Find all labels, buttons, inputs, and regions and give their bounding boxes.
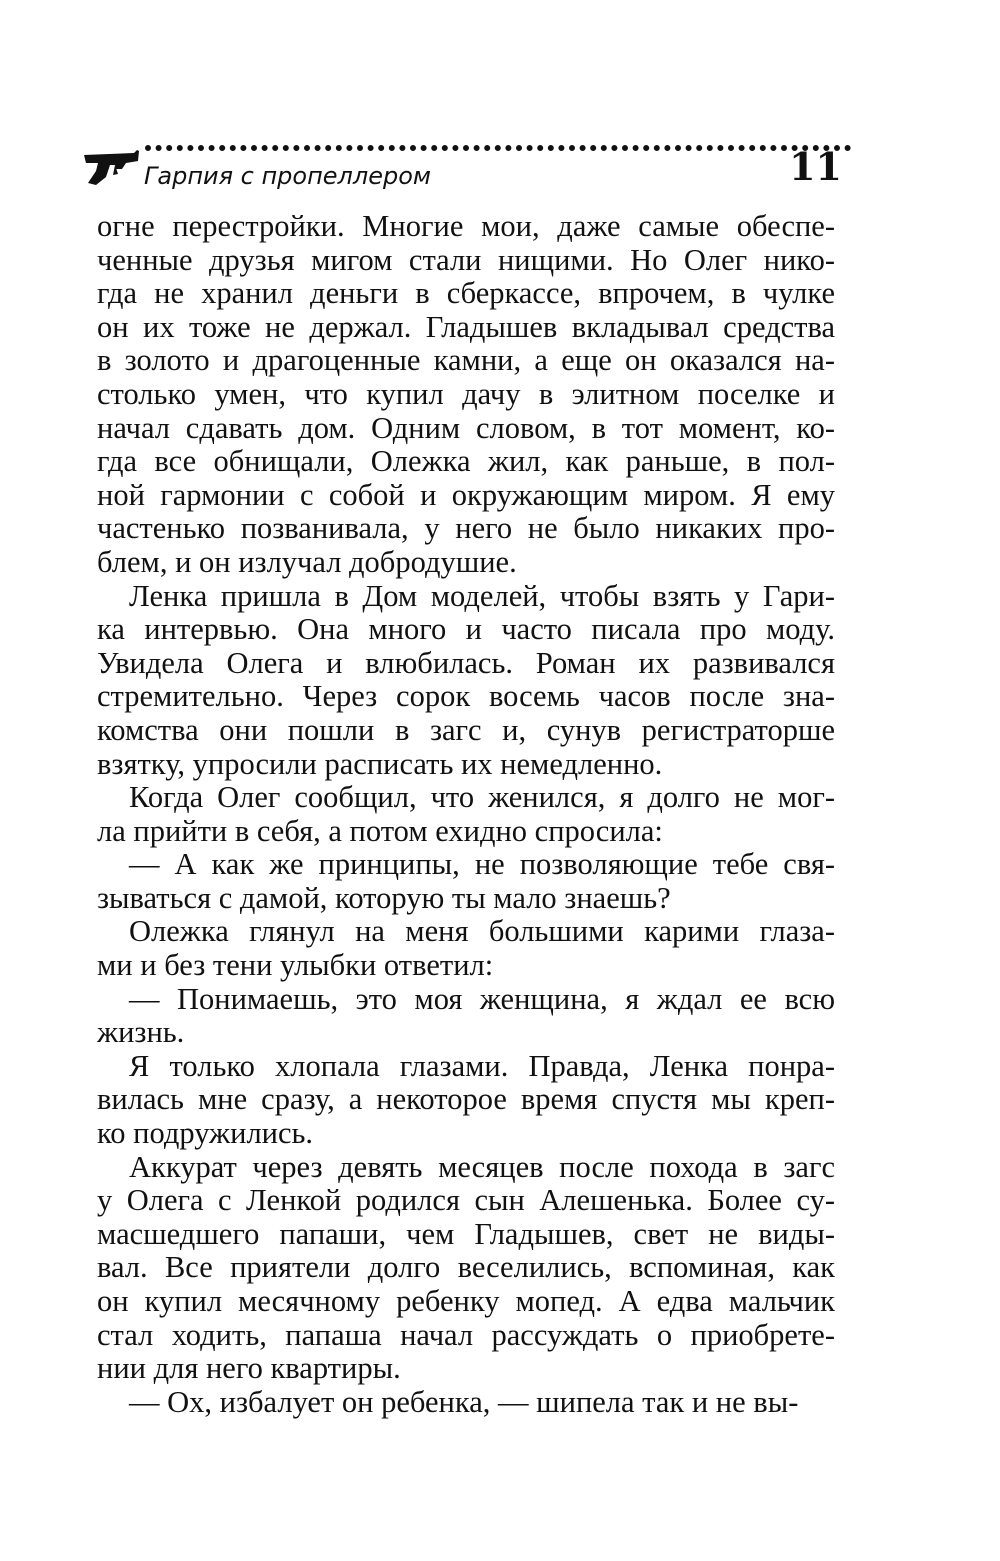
- text-line: частенько позванивала, у него не было никаких про-: [97, 511, 835, 546]
- text-line: гда не хранил деньги в сберкассе, впрочем, в чулке: [97, 276, 835, 311]
- text-line: ла прийти в себя, а потом ехидно спросила:: [97, 813, 663, 848]
- text-line: Аккурат через девять месяцев после похода в загс: [129, 1149, 835, 1184]
- text-line: ной гармонии с собой и окружающим миром. Я ему: [97, 477, 835, 512]
- text-line: стал ходить, папаша начал рассуждать о приобрете-: [97, 1317, 835, 1352]
- text-line: Увидела Олега и влюбилась. Роман их развивался: [97, 645, 835, 680]
- text-line: вилась мне сразу, а некоторое время спустя мы креп-: [97, 1082, 835, 1117]
- text-line: Я только хлопала глазами. Правда, Ленка понра-: [129, 1048, 835, 1083]
- text-line: ко подружились.: [97, 1116, 314, 1151]
- text-line: масшедшего папаши, чем Гладышев, свет не виды-: [97, 1216, 835, 1251]
- page-number: 11: [789, 144, 842, 189]
- text-line: Когда Олег сообщил, что женился, я долго не мог-: [129, 780, 835, 815]
- text-line: начал сдавать дом. Одним словом, в тот момент, ко-: [97, 410, 835, 445]
- paragraph: [97, 781, 835, 848]
- text-line: — Ох, избалует он ребенка, — шипела так и не вы-: [129, 1384, 799, 1419]
- text-line: ми и без тени улыбки ответил:: [97, 948, 494, 983]
- text-line: взятку, упросили расписать их немедленно.: [97, 746, 663, 781]
- text-line: у Олега с Ленкой родился сын Алешенька. Более су-: [97, 1183, 835, 1218]
- paragraph: [97, 1151, 835, 1386]
- paragraph: [97, 1386, 835, 1420]
- text-line: жизнь.: [97, 1015, 185, 1050]
- paragraph: [97, 983, 835, 1050]
- text-line: стремительно. Через сорок восемь часов после зна-: [97, 679, 835, 714]
- text-line: нии для него квартиры.: [97, 1351, 401, 1386]
- text-line: зываться с дамой, которую ты мало знаешь?: [97, 880, 671, 915]
- text-line: комства они пошли в загс и, сунув регистраторше: [97, 712, 835, 747]
- paragraph: [97, 210, 835, 580]
- running-header: [82, 143, 842, 203]
- revolver-icon: [82, 147, 140, 187]
- dotted-rule: [144, 143, 862, 153]
- text-line: в золото и драгоценные камни, а еще он оказался на-: [97, 343, 835, 378]
- text-line: Олежка глянул на меня большими карими глаза-: [129, 914, 835, 949]
- paragraph: [97, 580, 835, 782]
- paragraph: [97, 915, 835, 982]
- text-line: он их тоже не держал. Гладышев вкладывал средства: [97, 309, 835, 344]
- paragraph: [97, 1050, 835, 1151]
- text-line: гда все обнищали, Олежка жил, как раньше, в пол-: [97, 444, 835, 479]
- text-line: ченные друзья мигом стали нищими. Но Олег нико-: [97, 242, 835, 277]
- text-line: блем, и он излучал добродушие.: [97, 544, 517, 579]
- text-line: столько умен, что купил дачу в элитном поселке и: [97, 376, 835, 411]
- running-title: Гарпия с пропеллером: [144, 162, 432, 190]
- text-line: Ленка пришла в Дом моделей, чтобы взять у Гари-: [129, 578, 835, 613]
- text-line: огне перестройки. Многие мои, даже самые обеспе-: [97, 209, 835, 243]
- text-line: — А как же принципы, не позволяющие тебе свя-: [129, 847, 835, 882]
- body-text: [97, 210, 835, 1419]
- paragraph: [97, 848, 835, 915]
- text-line: вал. Все приятели долго веселились, вспоминая, как: [97, 1250, 835, 1285]
- text-line: ка интервью. Она много и часто писала про моду.: [97, 612, 835, 647]
- text-line: — Понимаешь, это моя женщина, я ждал ее всю: [129, 981, 835, 1016]
- text-line: он купил месячному ребенку мопед. А едва мальчик: [97, 1284, 835, 1318]
